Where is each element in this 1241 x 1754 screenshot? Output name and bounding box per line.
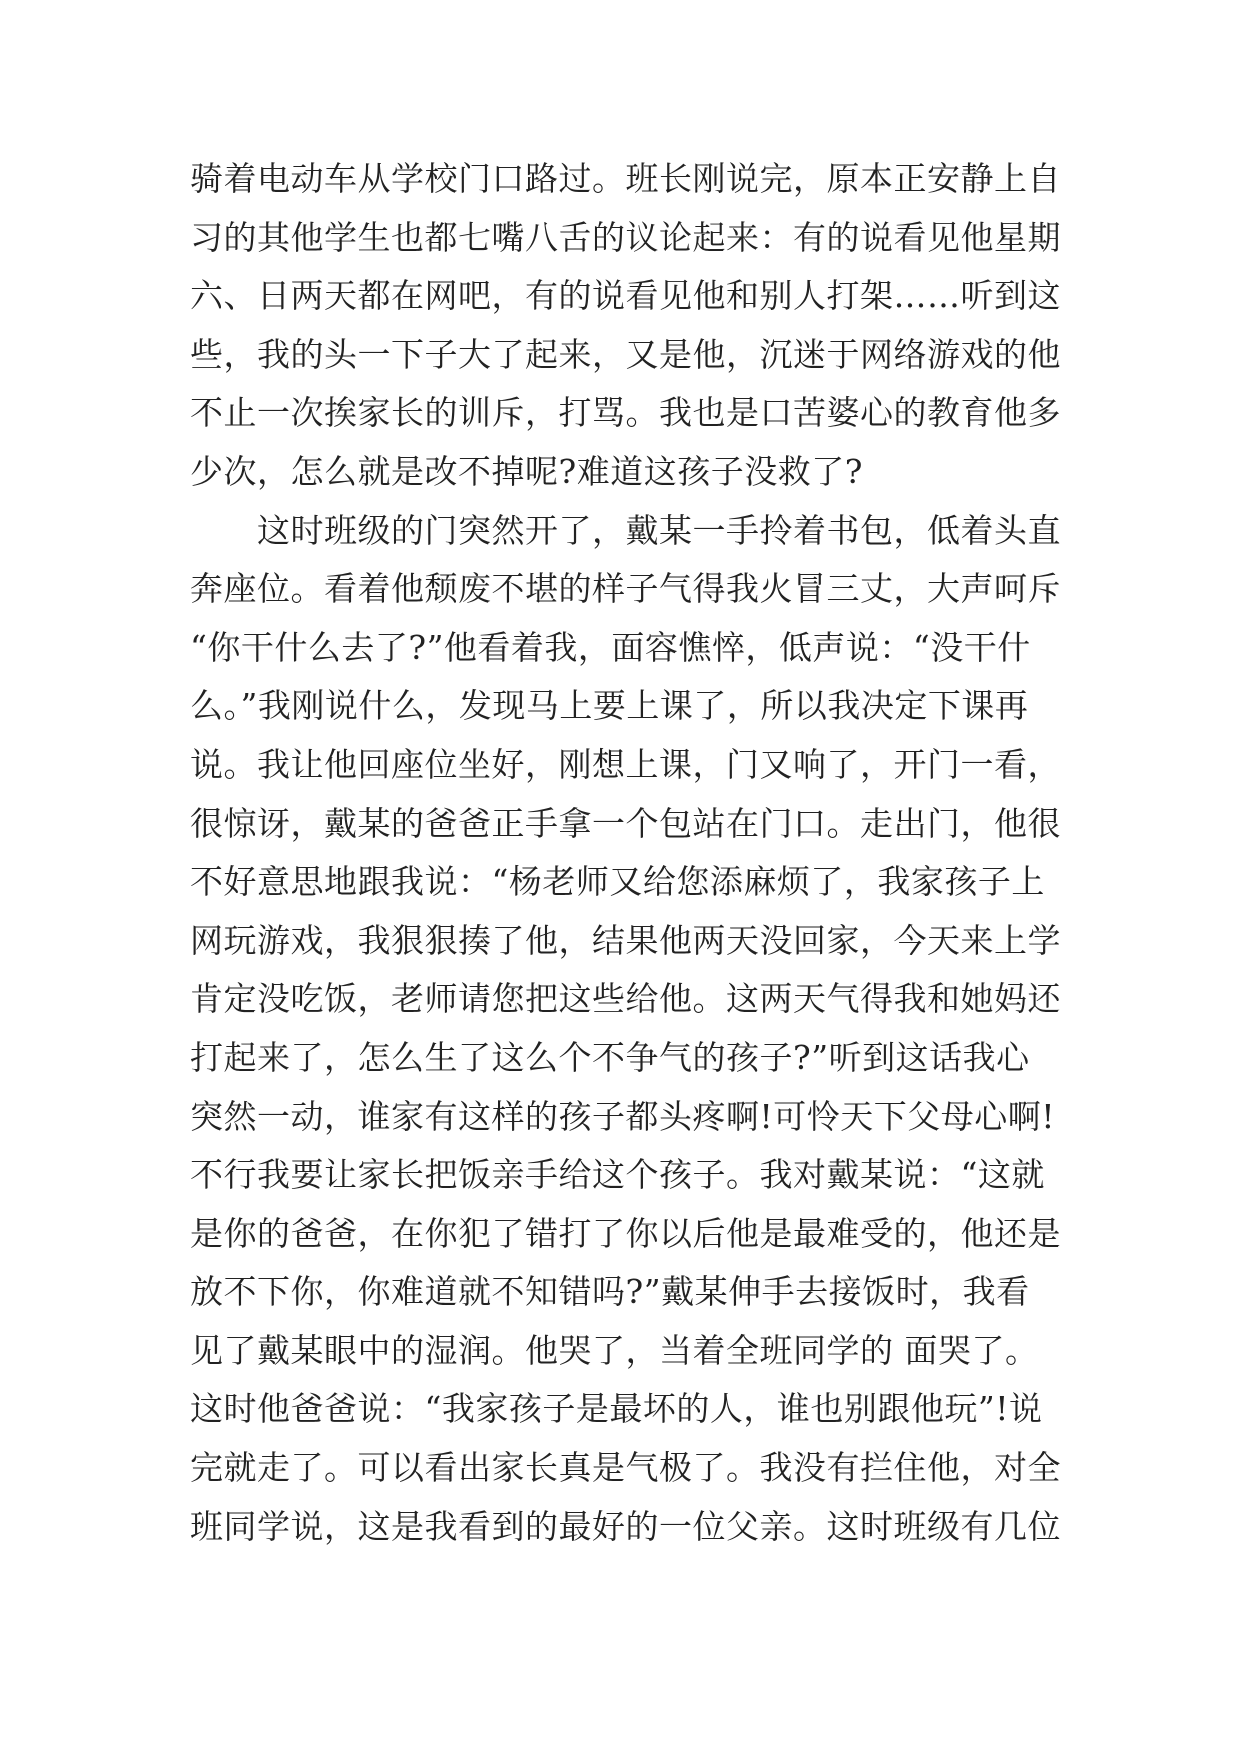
text-line: 打起来了，怎么生了这么个不争气的孩子?”听到这话我心 [190,1037,1030,1077]
text-line: 这时班级的门突然开了，戴某一手拎着书包，低着头直 [190,510,1061,550]
text-line: 突然一动，谁家有这样的孩子都头疼啊!可怜天下父母心啊! [190,1096,1056,1136]
text-line: 网玩游戏，我狠狠揍了他，结果他两天没回家，今天来上学 [190,920,1061,960]
text-line: “你干什么去了?”他看着我，面容憔悴，低声说：“没干什 [190,627,1031,667]
text-line: 不止一次挨家长的训斥，打骂。我也是口苦婆心的教育他多 [190,393,1061,433]
text-line: 这时他爸爸说：“我家孩子是最坏的人，谁也别跟他玩”!说 [190,1389,1043,1429]
text-line: 很惊讶，戴某的爸爸正手拿一个包站在门口。走出门，他很 [190,803,1061,843]
text-line: 班同学说，这是我看到的最好的一位父亲。这时班级有几位 [190,1506,1061,1546]
body-text [190,150,1070,1556]
text-line: 奔座位。看着他颓废不堪的样子气得我火冒三丈，大声呵斥 [190,569,1061,609]
text-line: 骑着电动车从学校门口路过。班长刚说完，原本正安静上自 [190,159,1061,198]
text-line: 不行我要让家长把饭亲手给这个孩子。我对戴某说：“这就 [190,1155,1045,1195]
text-line: 六、日两天都在网吧，有的说看见他和别人打架……听到这 [190,276,1061,316]
text-line: 完就走了。可以看出家长真是气极了。我没有拦住他，对全 [190,1448,1061,1488]
text-line: 见了戴某眼中的湿润。他哭了，当着全班同学的 面哭了。 [190,1330,1039,1370]
text-line: 是你的爸爸，在你犯了错打了你以后他是最难受的，他还是 [190,1213,1061,1253]
text-line: 不好意思地跟我说：“杨老师又给您添麻烦了，我家孩子上 [190,862,1045,902]
text-line: 说。我让他回座位坐好，刚想上课，门又响了，开门一看， [190,744,1061,784]
text-line: 么。”我刚说什么，发现马上要上课了，所以我决定下课再 [190,686,1029,726]
text-line: 少次，怎么就是改不掉呢?难道这孩子没救了? [190,451,863,491]
text-line: 些，我的头一下子大了起来，又是他，沉迷于网络游戏的他 [190,334,1061,374]
text-line: 放不下你，你难道就不知错吗?”戴某伸手去接饭时，我看 [190,1272,1030,1312]
text-line: 习的其他学生也都七嘴八舌的议论起来：有的说看见他星期 [190,217,1061,257]
text-line: 肯定没吃饭，老师请您把这些给他。这两天气得我和她妈还 [190,979,1061,1019]
